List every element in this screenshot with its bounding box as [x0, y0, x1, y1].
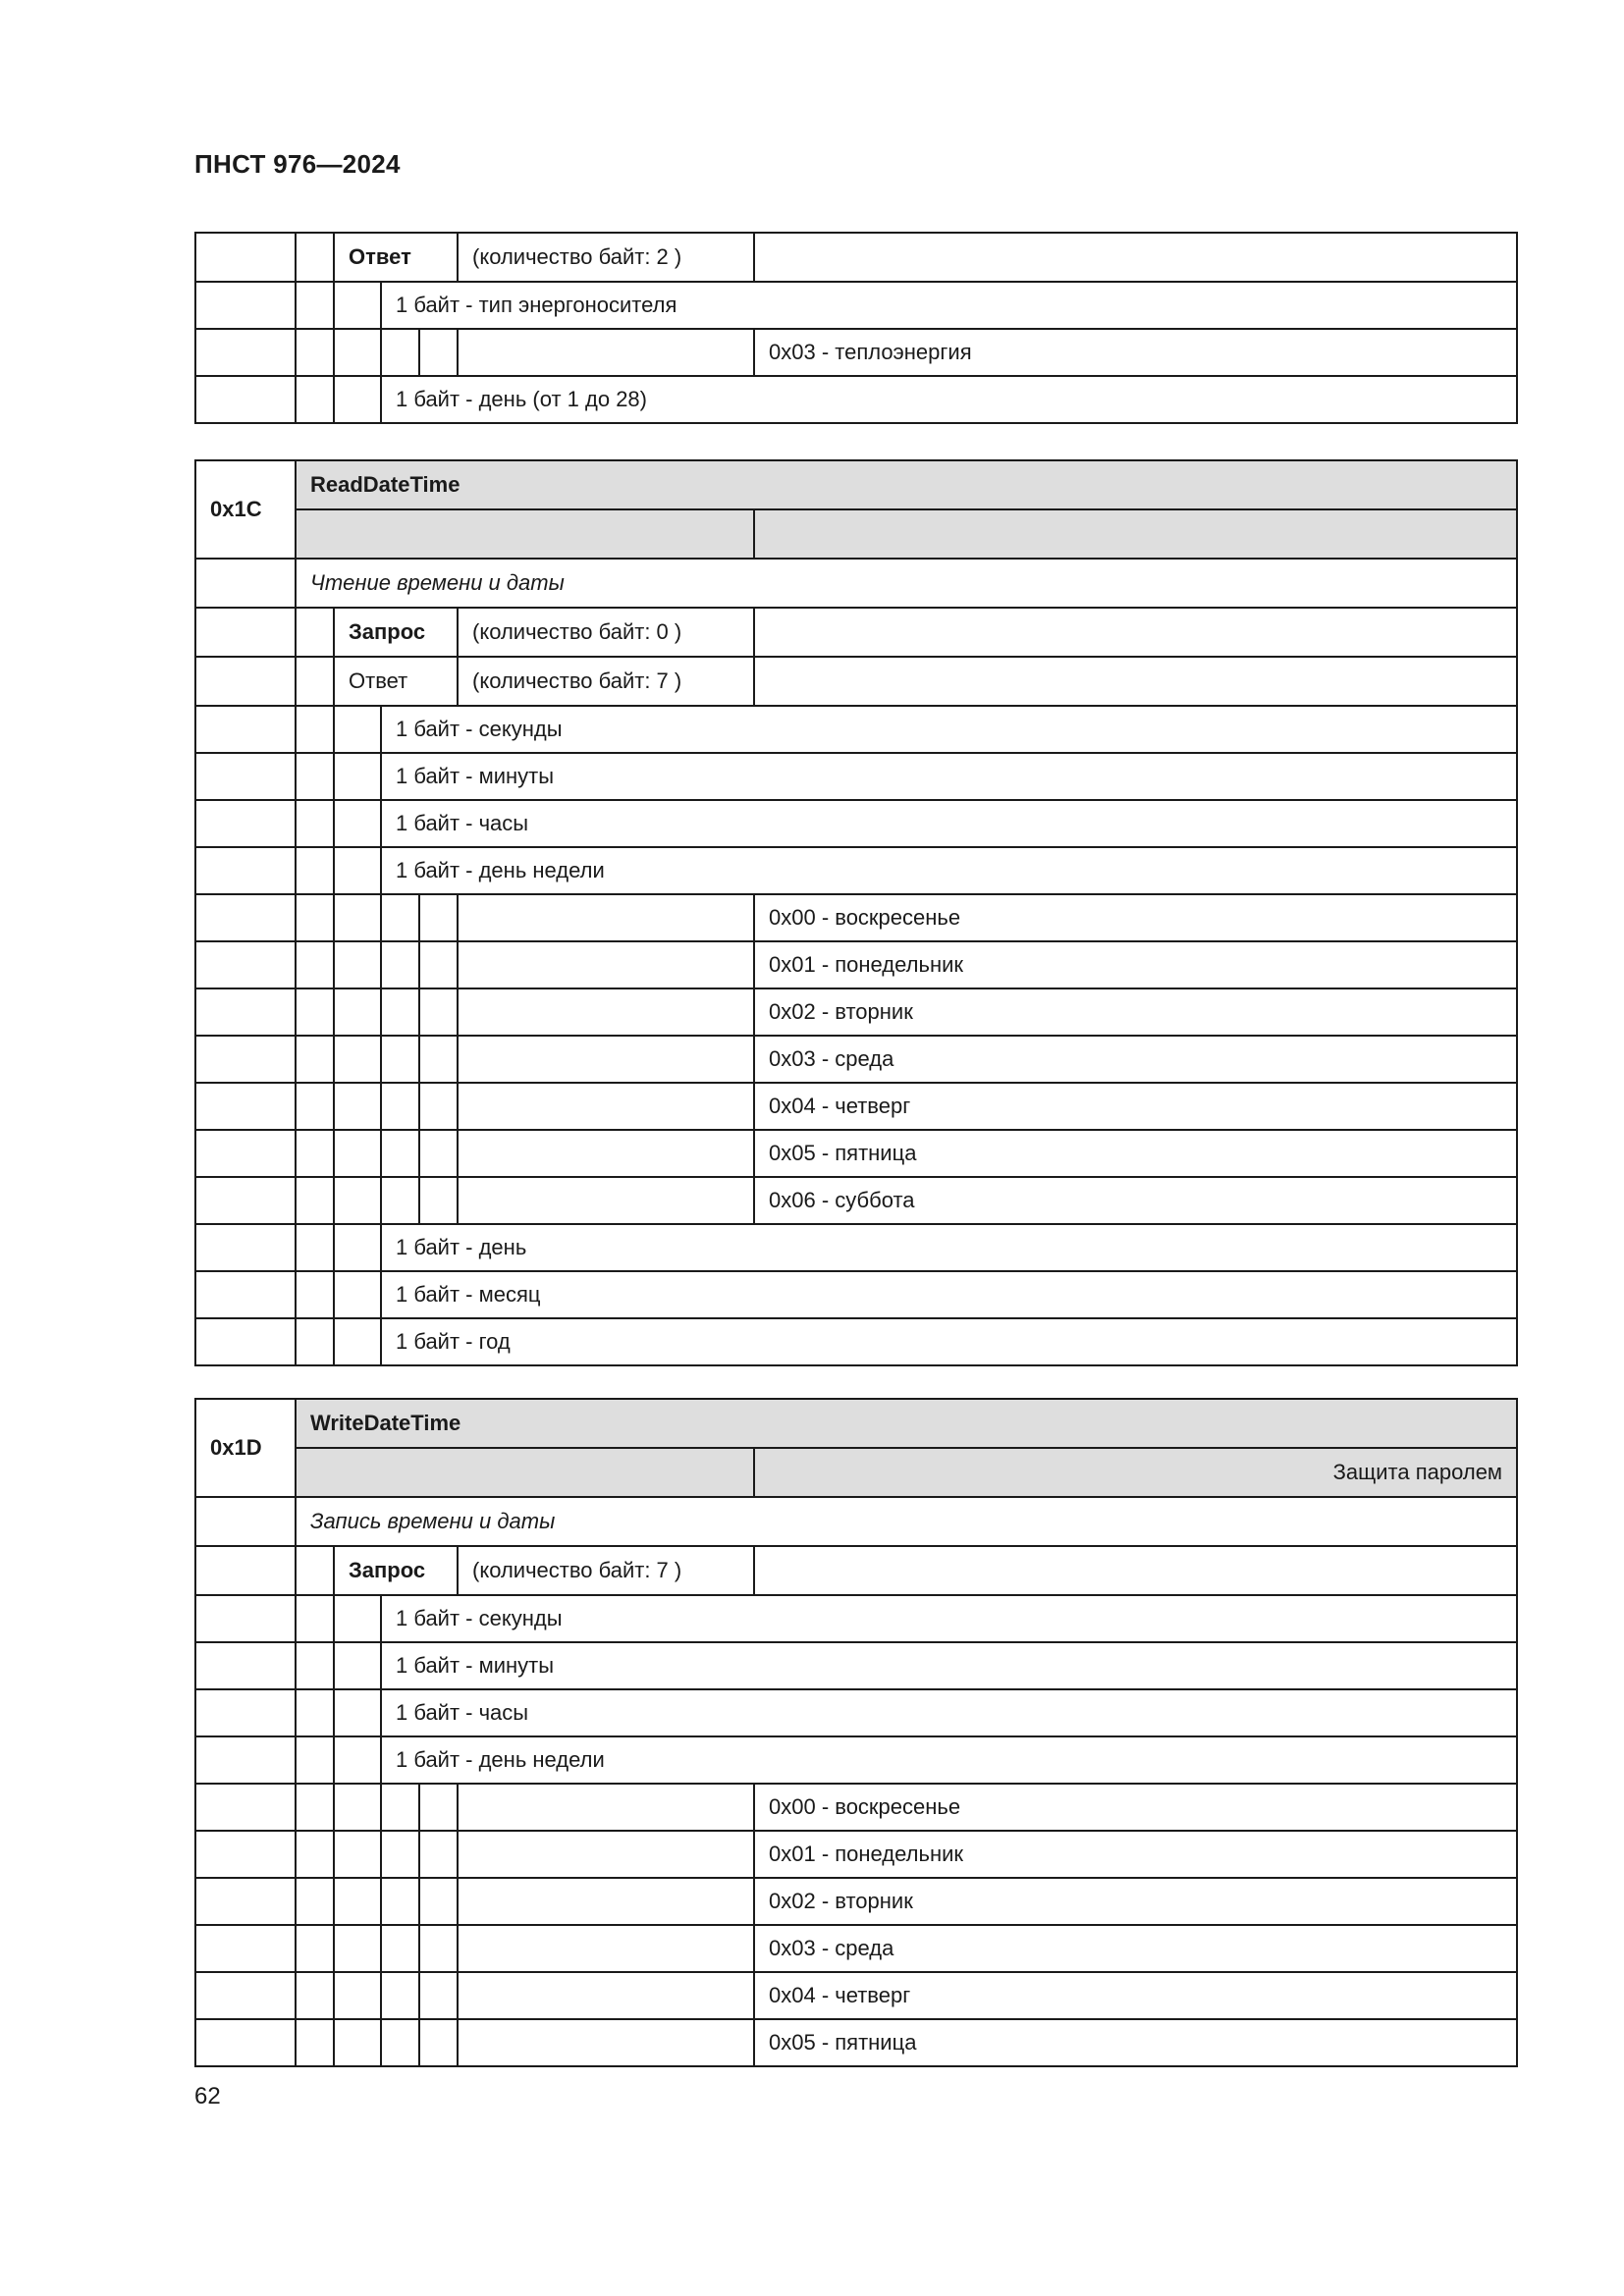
page-number: 62 [194, 2083, 221, 2109]
document-header: ПНСТ 976—2024 [194, 149, 401, 179]
field-seconds: 1 байт - секунды [381, 706, 1517, 753]
table-row [195, 2019, 1517, 2066]
request-byte-count: (количество байт: 0 ) [458, 608, 754, 657]
field-month: 1 байт - месяц [381, 1271, 1517, 1318]
table-row [195, 941, 1517, 988]
table-row [195, 1130, 1517, 1177]
password-protection: Защита паролем [754, 1448, 1517, 1497]
weekday-value: 0x03 - среда [754, 1036, 1517, 1083]
table-row [195, 800, 1517, 847]
table-row [195, 1784, 1517, 1831]
table-row [195, 233, 1517, 282]
weekday-value: 0x05 - пятница [754, 1130, 1517, 1177]
command-name: ReadDateTime [296, 460, 1517, 509]
weekday-value: 0x05 - пятница [754, 2019, 1517, 2066]
field-day: 1 байт - день [381, 1224, 1517, 1271]
table-row [195, 1831, 1517, 1878]
table-row [195, 988, 1517, 1036]
table-row [195, 894, 1517, 941]
command-description: Чтение времени и даты [296, 559, 1517, 608]
table-row [195, 559, 1517, 608]
table-row [195, 1448, 1517, 1497]
command-code: 0x1D [195, 1399, 296, 1497]
table-row [195, 1177, 1517, 1224]
weekday-value: 0x02 - вторник [754, 988, 1517, 1036]
weekday-value: 0x01 - понедельник [754, 1831, 1517, 1878]
field-weekday: 1 байт - день недели [381, 847, 1517, 894]
field-weekday: 1 байт - день недели [381, 1736, 1517, 1784]
table-row [195, 1271, 1517, 1318]
command-table-read-date-time [194, 459, 1518, 1366]
table-row [195, 460, 1517, 509]
weekday-value: 0x02 - вторник [754, 1878, 1517, 1925]
weekday-value: 0x04 - четверг [754, 1083, 1517, 1130]
weekday-value: 0x00 - воскресенье [754, 894, 1517, 941]
command-description: Запись времени и даты [296, 1497, 1517, 1546]
table-row [195, 1595, 1517, 1642]
weekday-value: 0x06 - суббота [754, 1177, 1517, 1224]
request-label: Запрос [334, 1546, 458, 1595]
field-energy-type: 1 байт - тип энергоносителя [381, 282, 1517, 329]
request-byte-count: (количество байт: 7 ) [458, 1546, 754, 1595]
response-label: Ответ [334, 657, 458, 706]
weekday-value: 0x01 - понедельник [754, 941, 1517, 988]
weekday-value: 0x03 - среда [754, 1925, 1517, 1972]
table-row [195, 1083, 1517, 1130]
table-row [195, 753, 1517, 800]
value-heat-energy: 0x03 - теплоэнергия [754, 329, 1517, 376]
table-row [195, 706, 1517, 753]
field-minutes: 1 байт - минуты [381, 753, 1517, 800]
table-row [195, 1689, 1517, 1736]
field-seconds: 1 байт - секунды [381, 1595, 1517, 1642]
field-hours: 1 байт - часы [381, 800, 1517, 847]
table-row [195, 1972, 1517, 2019]
table-row [195, 1497, 1517, 1546]
table-row [195, 847, 1517, 894]
response-byte-count: (количество байт: 2 ) [458, 233, 754, 282]
table-row [195, 376, 1517, 423]
table-row [195, 608, 1517, 657]
field-day-range: 1 байт - день (от 1 до 28) [381, 376, 1517, 423]
table-row [195, 1878, 1517, 1925]
weekday-value: 0x00 - воскресенье [754, 1784, 1517, 1831]
command-table-write-date-time [194, 1398, 1518, 2067]
field-hours: 1 байт - часы [381, 1689, 1517, 1736]
command-code: 0x1C [195, 460, 296, 559]
weekday-value: 0x04 - четверг [754, 1972, 1517, 2019]
table-row [195, 1036, 1517, 1083]
table-row [195, 1642, 1517, 1689]
table-row [195, 329, 1517, 376]
table-row [195, 1224, 1517, 1271]
command-name: WriteDateTime [296, 1399, 1517, 1448]
table-row [195, 1925, 1517, 1972]
table-row [195, 509, 1517, 559]
table-row [195, 1399, 1517, 1448]
response-byte-count: (количество байт: 7 ) [458, 657, 754, 706]
command-table-continuation [194, 232, 1518, 424]
table-row [195, 657, 1517, 706]
table-row [195, 1546, 1517, 1595]
field-year: 1 байт - год [381, 1318, 1517, 1365]
request-label: Запрос [334, 608, 458, 657]
table-row [195, 1736, 1517, 1784]
response-label: Ответ [334, 233, 458, 282]
table-row [195, 1318, 1517, 1365]
table-row [195, 282, 1517, 329]
field-minutes: 1 байт - минуты [381, 1642, 1517, 1689]
